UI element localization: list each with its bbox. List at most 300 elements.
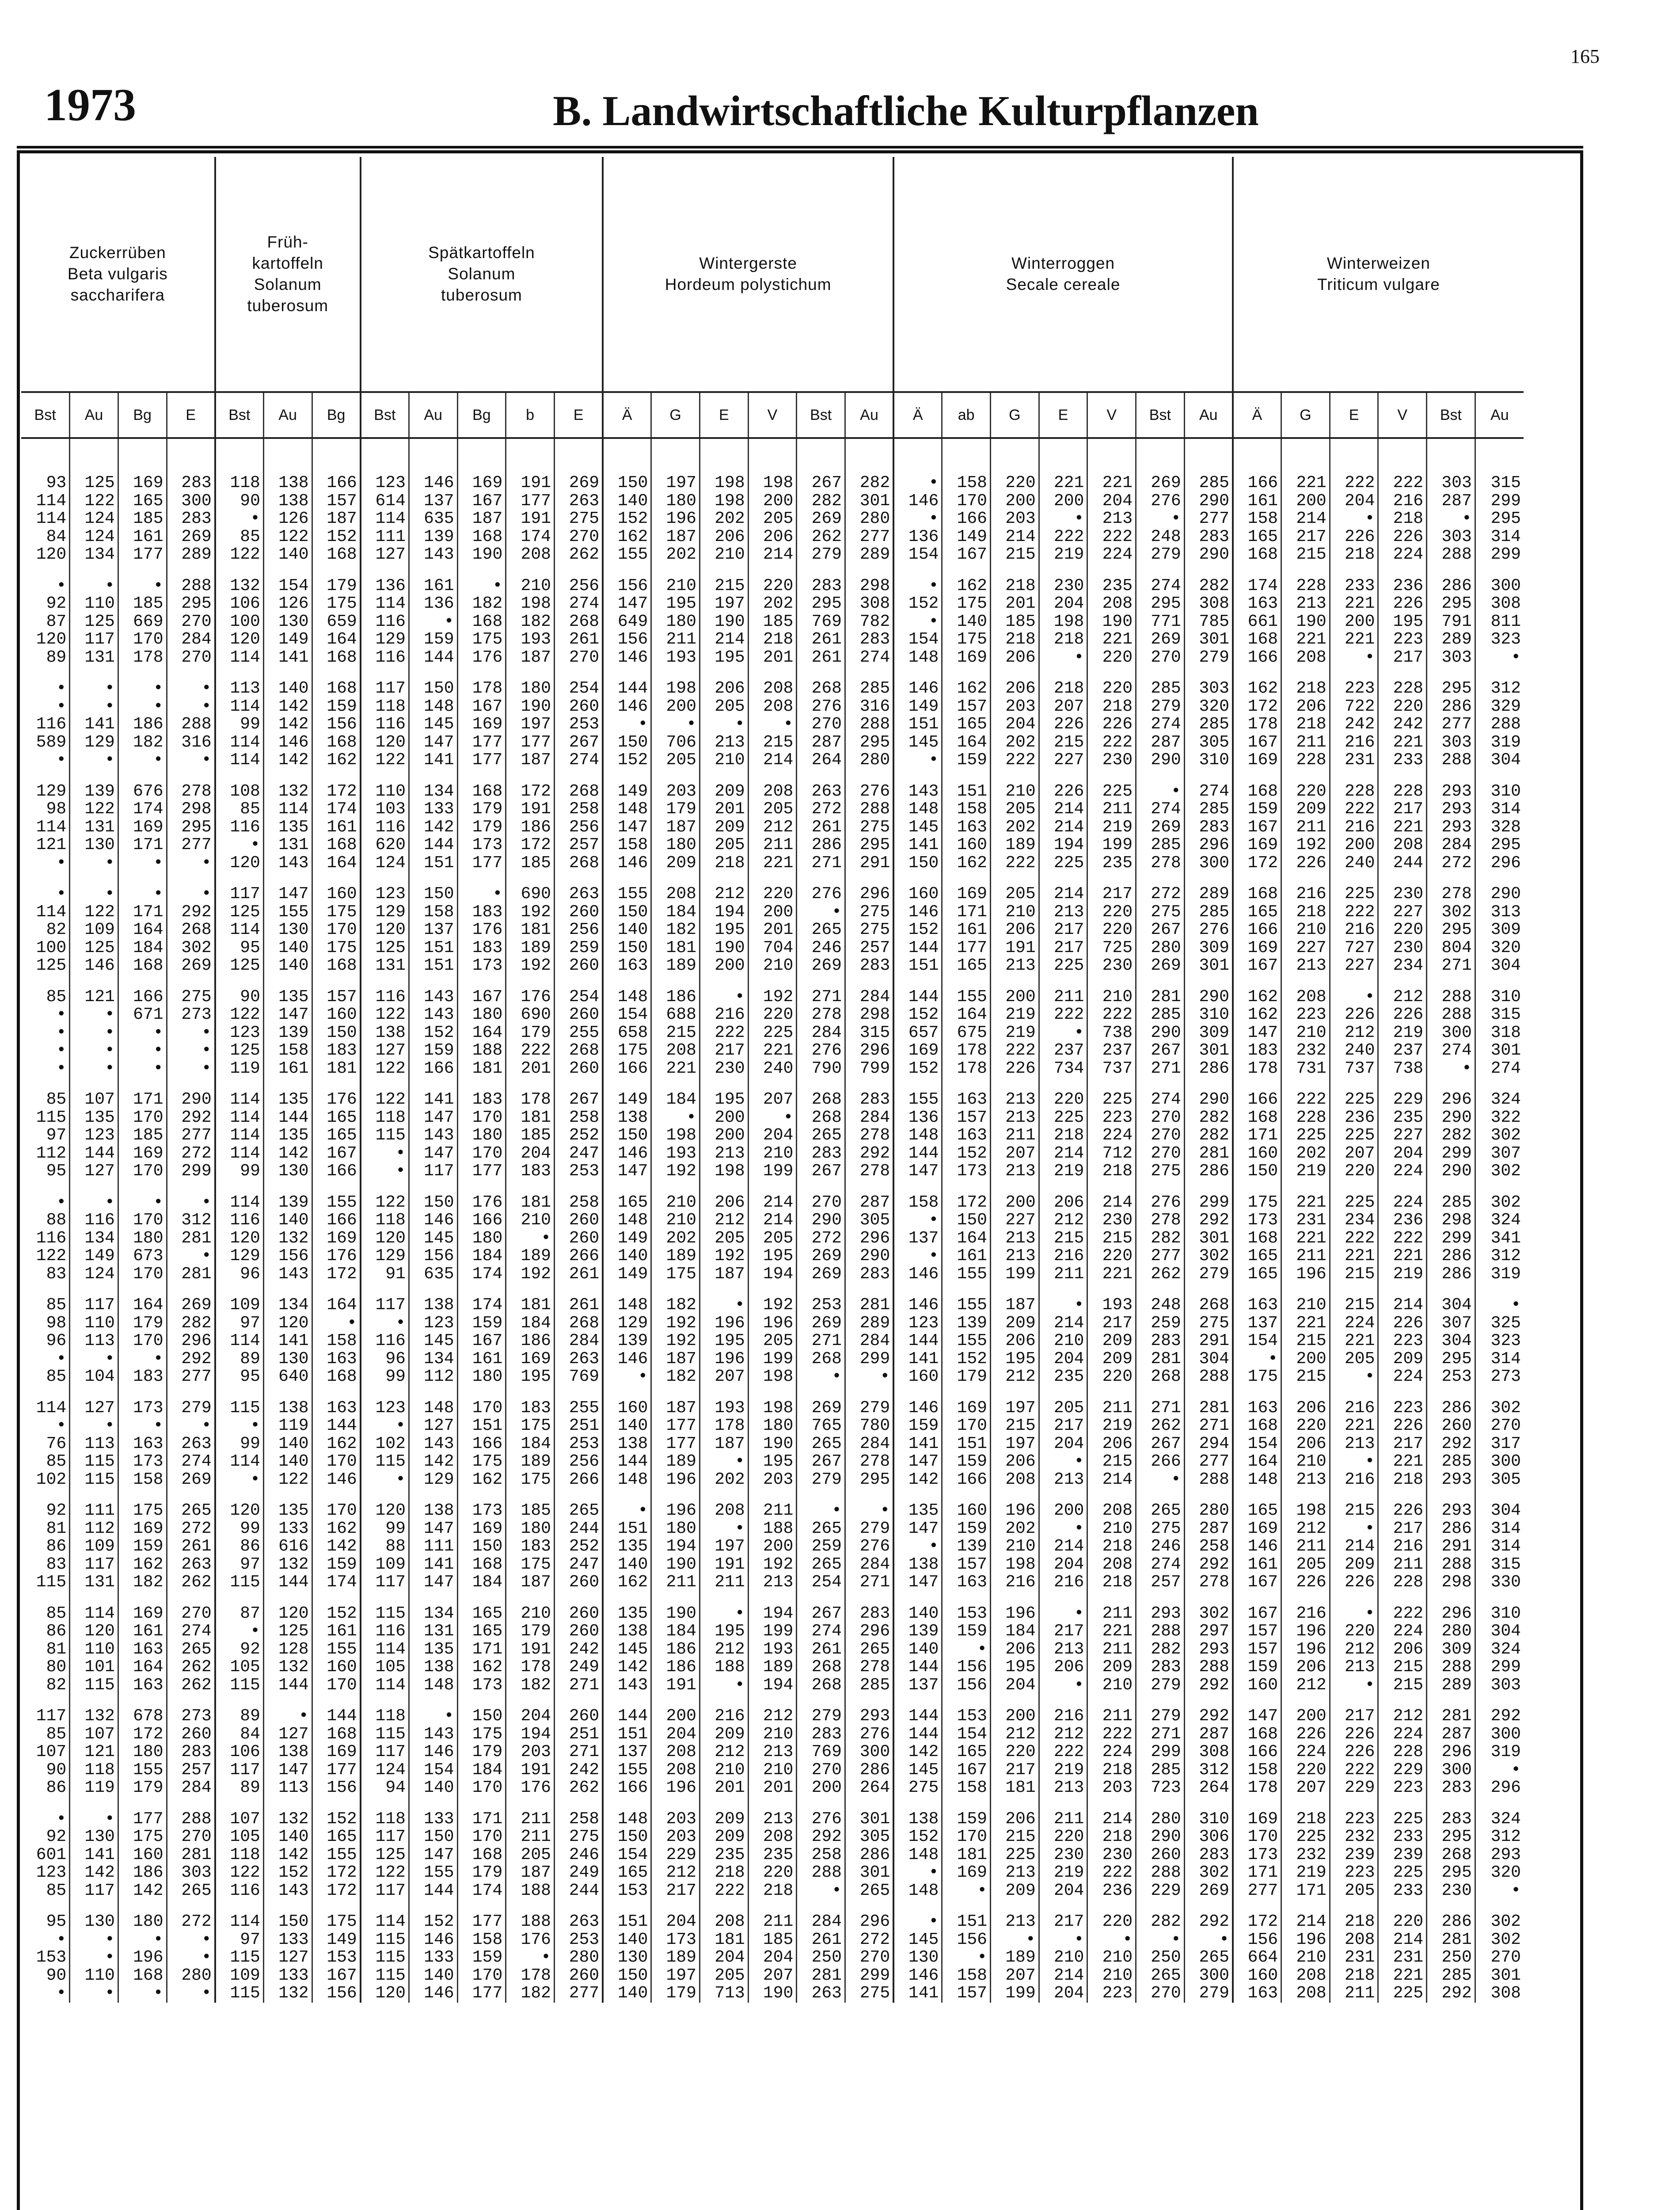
table-cell: 169 [118, 474, 167, 492]
table-cell: 230 [1427, 1882, 1475, 1900]
table-cell: • [1330, 1520, 1378, 1538]
table-cell: • [942, 1949, 991, 1967]
table-cell: 178 [1233, 1060, 1281, 1078]
spacer-cell [409, 1694, 457, 1707]
table-cell: 114 [215, 1913, 264, 1931]
table-cell: • [1427, 510, 1475, 528]
table-cell: 82 [46, 920, 67, 939]
table-cell: 191 [506, 474, 555, 492]
table-cell: 306 [1184, 1828, 1233, 1846]
table-cell: 202 [991, 819, 1039, 837]
table-cell: 268 [1184, 1296, 1233, 1315]
spacer-cell [1087, 1283, 1136, 1296]
table-cell: 263 [167, 1556, 215, 1574]
table-cell: 325 [1475, 1315, 1524, 1333]
table-cell: 234 [1330, 1212, 1378, 1230]
spacer-cell [942, 1489, 991, 1502]
table-cell: 308 [1475, 1985, 1524, 2003]
spacer-cell [845, 564, 893, 577]
table-cell: 198 [506, 595, 555, 613]
spacer-cell [70, 975, 118, 988]
table-cell: 280 [1184, 1502, 1233, 1520]
spacer-cell [1475, 1592, 1524, 1605]
spacer-cell [748, 1694, 797, 1707]
table-cell: • [70, 680, 118, 698]
table-cell: 265 [797, 1556, 845, 1574]
table-cell: 151 [942, 1435, 991, 1453]
table-cell: 210 [1039, 1949, 1087, 1967]
table-cell: • [1330, 1605, 1378, 1623]
spacer-cell [651, 770, 700, 783]
table-cell: 155 [893, 1091, 942, 1109]
table-cell: 114 [36, 1398, 67, 1417]
spacer-cell [409, 438, 457, 474]
table-cell: 298 [845, 1006, 893, 1024]
table-cell: 271 [554, 1743, 603, 1761]
table-cell: 140 [263, 680, 312, 698]
table-cell: 182 [506, 1677, 555, 1695]
row-spacer [21, 1694, 1524, 1707]
table-row [21, 1913, 1524, 1931]
table-cell: 183 [506, 1538, 555, 1556]
table-cell: 174 [1233, 577, 1281, 595]
table-cell: • [1087, 1931, 1136, 1949]
table-cell: 218 [1281, 680, 1330, 698]
table-cell: 147 [409, 1520, 457, 1538]
table-cell: 143 [893, 783, 942, 801]
table-cell: 166 [312, 1212, 361, 1230]
spacer-cell [263, 667, 312, 680]
table-cell: 183 [1233, 1042, 1281, 1060]
table-cell: 253 [554, 1435, 603, 1453]
table-cell: 137 [1233, 1315, 1281, 1333]
table-cell: • [1136, 1471, 1185, 1489]
table-cell: 284 [1427, 836, 1475, 854]
table-cell: 214 [748, 1212, 797, 1230]
table-cell: 220 [1087, 1247, 1136, 1265]
table-cell: 244 [554, 1520, 603, 1538]
table-cell: 152 [893, 1006, 942, 1024]
table-cell: 120 [361, 1502, 409, 1520]
table-cell: • [1330, 649, 1378, 667]
table-cell: 277 [1233, 1882, 1281, 1900]
table-cell: 231 [1330, 751, 1378, 770]
table-cell: 175 [1233, 1194, 1281, 1212]
spacer-cell [893, 667, 942, 680]
table-cell: 210 [1087, 1677, 1136, 1695]
table-cell: 148 [893, 1846, 942, 1864]
table-cell: 214 [1281, 1913, 1330, 1931]
table-cell: 196 [651, 1471, 700, 1489]
table-cell: 85 [46, 1367, 67, 1386]
table-cell: 189 [748, 1658, 797, 1677]
table-cell: 118 [215, 474, 264, 492]
table-cell: 161 [409, 577, 457, 595]
table-cell: 272 [167, 1913, 215, 1931]
table-cell: 108 [215, 783, 264, 801]
table-cell: 738 [1087, 1024, 1136, 1042]
table-cell: 313 [1475, 903, 1524, 922]
spacer-cell [554, 770, 603, 783]
table-row [21, 1399, 1524, 1417]
table-cell: 264 [797, 751, 845, 770]
spacer-cell [506, 1283, 555, 1296]
table-cell: 275 [1184, 1315, 1233, 1333]
table-cell: 295 [167, 819, 215, 837]
table-row [21, 1810, 1524, 1829]
table-cell: 273 [1475, 1368, 1524, 1386]
table-cell: 138 [409, 1296, 457, 1315]
table-cell: 303 [1475, 1677, 1524, 1695]
table-cell: 223 [1330, 1864, 1378, 1882]
spacer-cell [603, 1283, 651, 1296]
table-cell: 139 [409, 528, 457, 546]
table-cell: 148 [603, 1471, 651, 1489]
table-cell: 281 [1184, 1145, 1233, 1163]
table-cell: 198 [748, 474, 797, 492]
table-cell: 141 [409, 1556, 457, 1574]
table-cell: 300 [167, 492, 215, 511]
table-cell: 232 [1281, 1846, 1330, 1864]
table-cell: 289 [845, 546, 893, 564]
table-cell: 161 [118, 528, 167, 546]
table-cell: 144 [893, 1332, 942, 1350]
table-cell: 159 [409, 631, 457, 649]
table-cell: 164 [118, 921, 167, 939]
spacer-cell [361, 1283, 409, 1296]
table-cell: 141 [70, 1846, 118, 1864]
table-cell: 140 [409, 1779, 457, 1797]
table-cell: 219 [991, 1006, 1039, 1024]
table-cell: 285 [1427, 1453, 1475, 1471]
table-cell: 272 [1427, 854, 1475, 873]
spacer-cell [1039, 1386, 1087, 1399]
table-cell: 189 [506, 939, 555, 957]
table-cell: 234 [1378, 957, 1427, 975]
table-cell: 142 [893, 1743, 942, 1761]
table-cell: 227 [1039, 751, 1087, 770]
column-header: G [991, 392, 1039, 438]
table-cell: 116 [361, 649, 409, 667]
table-cell: 252 [554, 1127, 603, 1145]
table-cell: 202 [699, 510, 748, 528]
table-cell: 85 [46, 1604, 67, 1623]
table-cell: 292 [1184, 1913, 1233, 1931]
table-cell: 262 [167, 1677, 215, 1695]
table-cell: 314 [1475, 1520, 1524, 1538]
spacer-cell [21, 1386, 70, 1399]
table-cell: 304 [1475, 957, 1524, 975]
table-cell: 226 [1378, 595, 1427, 613]
table-cell: 197 [699, 595, 748, 613]
table-cell: 194 [506, 1726, 555, 1744]
spacer-cell [699, 770, 748, 783]
table-cell: • [118, 1931, 167, 1949]
table-cell: 214 [748, 751, 797, 770]
table-cell: 269 [167, 1471, 215, 1489]
table-cell: 150 [409, 885, 457, 903]
spacer-cell [1039, 564, 1087, 577]
table-cell: 179 [457, 1743, 506, 1761]
column-header: Bst [21, 392, 70, 438]
table-cell: 197 [651, 1967, 700, 1985]
table-cell: 279 [167, 1399, 215, 1417]
table-cell: • [167, 1417, 215, 1435]
table-cell: 221 [1330, 1417, 1378, 1435]
table-cell: 145 [893, 1761, 942, 1779]
table-cell: 114 [215, 751, 264, 770]
table-cell: 208 [748, 680, 797, 698]
table-cell: 210 [991, 783, 1039, 801]
spacer-cell [118, 438, 167, 474]
table-cell: 195 [699, 649, 748, 667]
table-cell: 288 [845, 800, 893, 819]
table-cell: 195 [991, 1350, 1039, 1368]
table-cell: 86 [46, 1537, 67, 1556]
table-cell: 176 [312, 1247, 361, 1265]
table-cell: 228 [1281, 577, 1330, 595]
table-cell: 211 [748, 836, 797, 854]
spacer-cell [1184, 1592, 1233, 1605]
table-cell: 281 [167, 1230, 215, 1248]
table-cell: 167 [312, 1967, 361, 1985]
table-cell: 149 [603, 1091, 651, 1109]
spacer-cell [1233, 1797, 1281, 1810]
table-cell: 211 [1378, 1556, 1427, 1574]
table-cell: • [893, 1864, 942, 1882]
table-cell: 162 [1233, 1006, 1281, 1024]
spacer-cell [215, 1694, 264, 1707]
spacer-cell [942, 1283, 991, 1296]
table-cell: 228 [1330, 783, 1378, 801]
spacer-cell [1475, 1078, 1524, 1091]
table-cell: 140 [263, 546, 312, 564]
table-cell: 319 [1475, 1265, 1524, 1284]
table-cell: 237 [1087, 1042, 1136, 1060]
table-cell: 154 [942, 1726, 991, 1744]
column-header: V [748, 392, 797, 438]
table-cell: 82 [46, 1675, 67, 1695]
spacer-cell [991, 1900, 1039, 1913]
table-cell: 283 [1427, 1810, 1475, 1829]
table-cell: 159 [942, 1623, 991, 1641]
spacer-cell [893, 1181, 942, 1194]
spacer-cell [167, 1797, 215, 1810]
table-cell: 115 [36, 1108, 67, 1127]
table-cell: 141 [263, 1332, 312, 1350]
table-cell: 192 [651, 1332, 700, 1350]
table-cell: 727 [1330, 939, 1378, 957]
spacer-cell [603, 1900, 651, 1913]
table-cell: 158 [942, 474, 991, 492]
table-cell: 155 [312, 1194, 361, 1212]
table-cell: 152 [409, 1913, 457, 1931]
table-cell: 284 [845, 1435, 893, 1453]
table-cell: 232 [1281, 1042, 1330, 1060]
table-cell: 222 [1039, 1006, 1087, 1024]
table-cell: 200 [651, 698, 700, 716]
table-cell: 163 [1233, 1399, 1281, 1417]
table-cell: 216 [1330, 921, 1378, 939]
table-cell: 76 [46, 1434, 67, 1453]
table-cell: 150 [603, 1967, 651, 1985]
table-cell: 299 [1427, 1145, 1475, 1163]
spacer-cell [118, 1283, 167, 1296]
table-cell: • [1233, 1350, 1281, 1368]
table-cell: 260 [554, 1006, 603, 1024]
table-cell: 166 [312, 474, 361, 492]
spacer-cell [1475, 1181, 1524, 1194]
table-cell: 146 [409, 1743, 457, 1761]
table-cell: 152 [603, 751, 651, 770]
table-cell: 152 [312, 1605, 361, 1623]
table-cell: 275 [845, 1985, 893, 2003]
table-cell: 175 [942, 595, 991, 613]
table-cell: 294 [1184, 1435, 1233, 1453]
table-cell: 114 [263, 800, 312, 819]
table-cell: 201 [748, 649, 797, 667]
table-cell: 162 [312, 1520, 361, 1538]
spacer-cell [361, 770, 409, 783]
table-cell: 159 [312, 1556, 361, 1574]
spacer-cell [1378, 667, 1427, 680]
table-cell: 140 [603, 1556, 651, 1574]
table-cell: 232 [1330, 1828, 1378, 1846]
table-cell: 209 [699, 1828, 748, 1846]
spacer-cell [457, 1078, 506, 1091]
table-cell: 169 [942, 1399, 991, 1417]
table-cell: 185 [506, 1127, 555, 1145]
table-cell: 261 [167, 1538, 215, 1556]
table-cell: • [893, 613, 942, 631]
spacer-cell [409, 1181, 457, 1194]
table-cell: 301 [1475, 1042, 1524, 1060]
spacer-cell [893, 975, 942, 988]
table-cell: 262 [554, 1779, 603, 1797]
table-cell: • [361, 1471, 409, 1489]
spacer-cell [797, 1592, 845, 1605]
table-cell: 218 [1281, 1810, 1330, 1829]
table-cell: 200 [1330, 613, 1378, 631]
table-cell: 168 [118, 1967, 167, 1985]
table-cell: 152 [893, 1828, 942, 1846]
table-cell: 144 [312, 1707, 361, 1726]
table-cell: 267 [797, 1162, 845, 1181]
spacer-cell [215, 1489, 264, 1502]
table-cell: 220 [748, 1006, 797, 1024]
spacer-cell [748, 975, 797, 988]
table-cell: 302 [167, 939, 215, 957]
spacer-cell [263, 872, 312, 885]
table-cell: 235 [1087, 854, 1136, 873]
spacer-cell [118, 1900, 167, 1913]
table-cell: 159 [942, 751, 991, 770]
table-cell: 235 [1378, 1109, 1427, 1127]
column-header: Bst [797, 392, 845, 438]
table-cell: 272 [167, 1145, 215, 1163]
table-cell: 168 [312, 1726, 361, 1744]
table-cell: 269 [1136, 819, 1185, 837]
spacer-cell [312, 1489, 361, 1502]
spacer-cell [651, 564, 700, 577]
table-cell: 146 [893, 492, 942, 511]
table-cell: 160 [893, 885, 942, 903]
table-cell: 163 [942, 819, 991, 837]
table-cell: 144 [263, 1677, 312, 1695]
column-header: Bg [118, 392, 167, 438]
table-cell: 170 [118, 1109, 167, 1127]
table-cell: 769 [797, 1743, 845, 1761]
table-cell: 192 [748, 988, 797, 1006]
table-cell: 129 [215, 1247, 264, 1265]
table-cell: 181 [506, 1109, 555, 1127]
table-cell: 811 [1475, 613, 1524, 631]
table-cell: 111 [409, 1538, 457, 1556]
table-row [21, 939, 1524, 957]
table-cell: 129 [409, 1471, 457, 1489]
spacer-cell [263, 1489, 312, 1502]
spacer-cell [1475, 770, 1524, 783]
table-cell: 119 [215, 1060, 264, 1078]
table-cell: 253 [554, 716, 603, 734]
table-cell: 268 [554, 1042, 603, 1060]
spacer-cell [70, 770, 118, 783]
table-cell: 216 [699, 1707, 748, 1726]
table-cell: 120 [215, 1230, 264, 1248]
table-cell: 123 [409, 1315, 457, 1333]
spacer-cell [506, 1181, 555, 1194]
table-cell: 246 [1136, 1538, 1185, 1556]
table-cell: 140 [263, 1828, 312, 1846]
table-cell: 174 [312, 1574, 361, 1592]
spacer-cell [70, 1386, 118, 1399]
table-cell: 790 [797, 1060, 845, 1078]
table-cell: 145 [893, 819, 942, 837]
table-cell: 168 [312, 680, 361, 698]
spacer-cell [1330, 1386, 1378, 1399]
table-cell: 769 [554, 1368, 603, 1386]
table-cell: 153 [312, 1949, 361, 1967]
table-cell: 192 [748, 1296, 797, 1315]
table-row [21, 1042, 1524, 1060]
table-row [21, 903, 1524, 922]
table-cell: 262 [167, 1574, 215, 1592]
table-cell: 722 [1330, 698, 1378, 716]
table-cell: • [699, 1677, 748, 1695]
table-cell: 218 [1330, 546, 1378, 564]
table-cell: 279 [1136, 546, 1185, 564]
table-cell: 292 [845, 1145, 893, 1163]
table-cell: 210 [1281, 1296, 1330, 1315]
table-cell: 290 [797, 1212, 845, 1230]
table-cell: 278 [797, 1006, 845, 1024]
table-cell: 181 [506, 1194, 555, 1212]
table-cell: 133 [409, 800, 457, 819]
table-cell: 102 [361, 1435, 409, 1453]
table-cell: 124 [70, 1265, 118, 1284]
table-row [21, 854, 1524, 873]
table-cell: • [118, 698, 167, 716]
spacer-cell [699, 667, 748, 680]
table-cell: 150 [1233, 1162, 1281, 1181]
table-cell: 177 [942, 939, 991, 957]
table-cell: 250 [1427, 1949, 1475, 1967]
table-cell: 310 [1184, 751, 1233, 770]
table-cell: 276 [845, 1538, 893, 1556]
spacer-cell [1427, 1181, 1475, 1194]
table-cell: 293 [1427, 819, 1475, 837]
table-cell: 183 [457, 939, 506, 957]
